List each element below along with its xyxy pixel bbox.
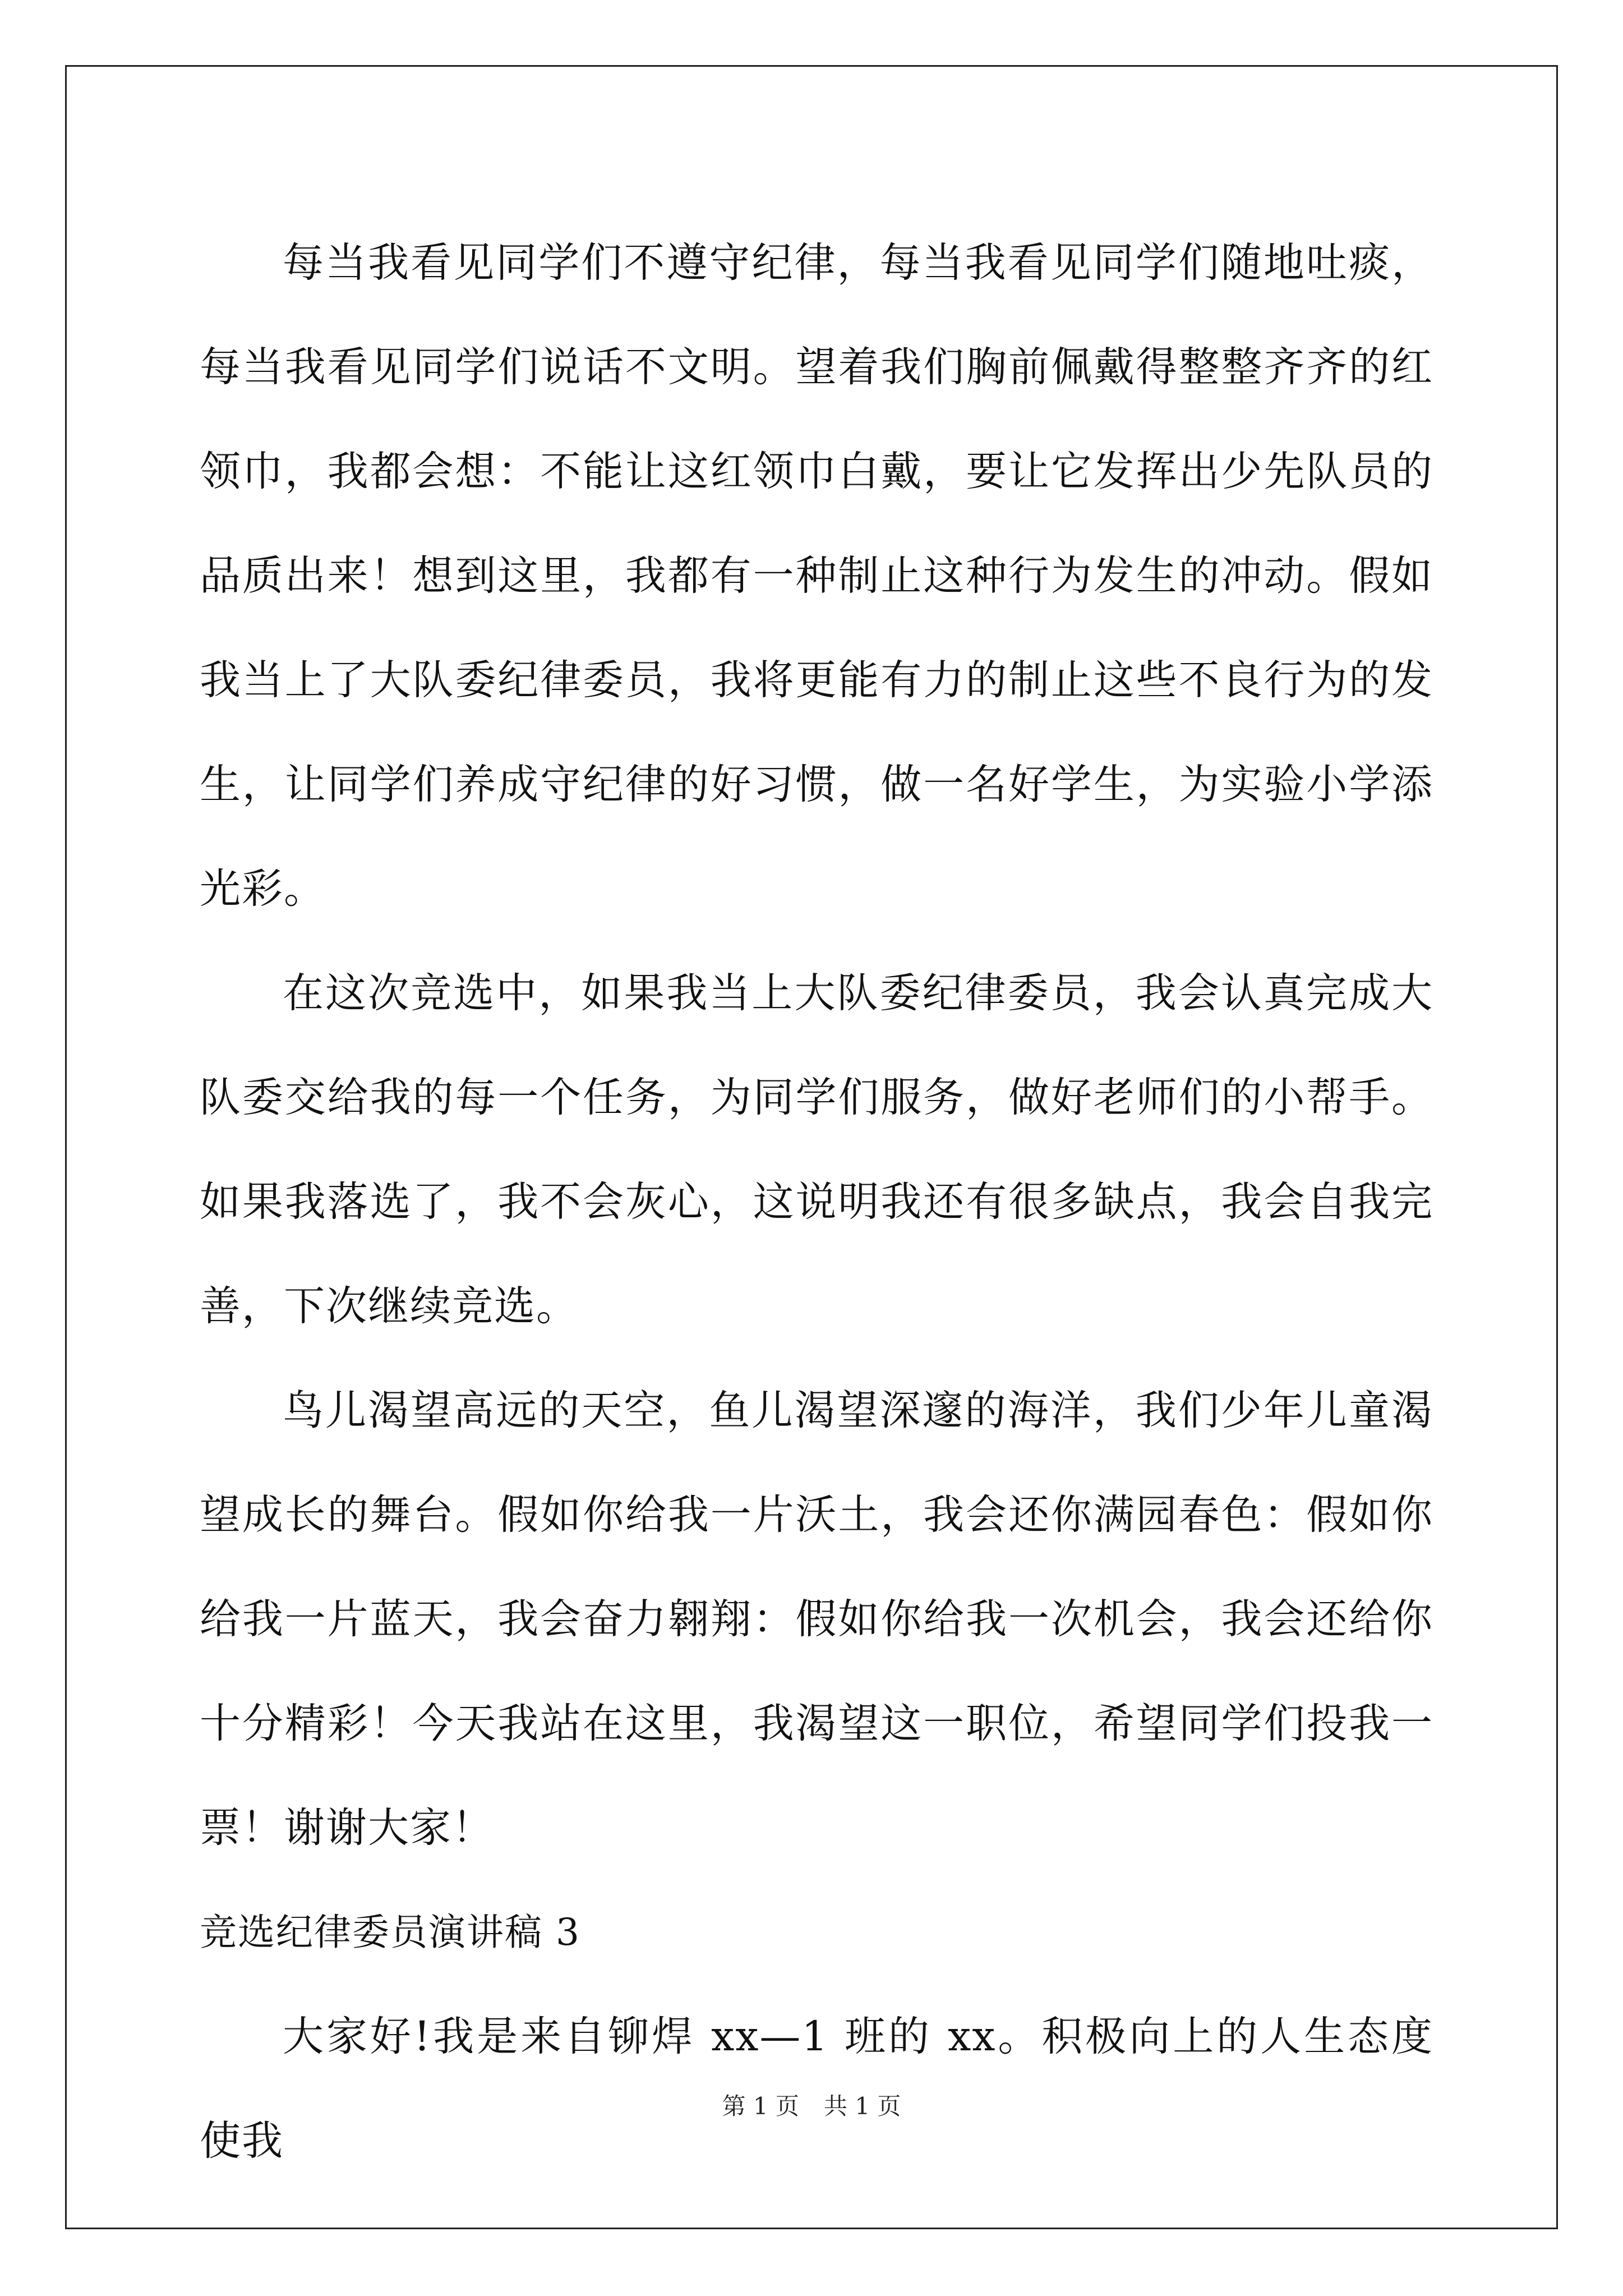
page-footer bbox=[0, 2090, 1623, 2123]
paragraph-4: 大家好!我是来自铆焊 xx—1 班的 xx。积极向上的人生态度使我 bbox=[200, 2013, 1433, 2165]
section-title: 竞选纪律委员演讲稿 3 bbox=[200, 1911, 580, 1954]
document-body bbox=[200, 211, 1433, 2193]
paragraph-1: 每当我看见同学们不遵守纪律，每当我看见同学们随地吐痰，每当我看见同学们说话不文明。望着我们胸前佩戴得整整齐齐的红领巾，我都会想：不能让这红领巾白戴，要让它发挥出少先队员的品质出来！想到这里，我都有一种制止这种行为发生的冲动。假如我当上了大队委纪律委员，我将更能有力的制止这些不良行为的发生，让同学们养成守纪律的好习惯，做一名好学生，为实验小学添光彩。 bbox=[200, 239, 1433, 913]
paragraph-2: 在这次竞选中，如果我当上大队委纪律委员，我会认真完成大队委交给我的每一个任务，为同学们服务，做好老师们的小帮手。如果我落选了，我不会灰心，这说明我还有很多缺点，我会自我完善，下次继续竞选。 bbox=[200, 969, 1433, 1330]
page-total: 共 1 页 bbox=[824, 2092, 901, 2120]
page-number: 第 1 页 bbox=[722, 2092, 799, 2120]
paragraph-3: 鸟儿渴望高远的天空，鱼儿渴望深邃的海洋，我们少年儿童渴望成长的舞台。假如你给我一片沃土，我会还你满园春色：假如你给我一片蓝天，我会奋力翱翔：假如你给我一次机会，我会还给你十分精彩！今天我站在这里，我渴望这一职位，希望同学们投我一票！谢谢大家！ bbox=[200, 1387, 1433, 1852]
